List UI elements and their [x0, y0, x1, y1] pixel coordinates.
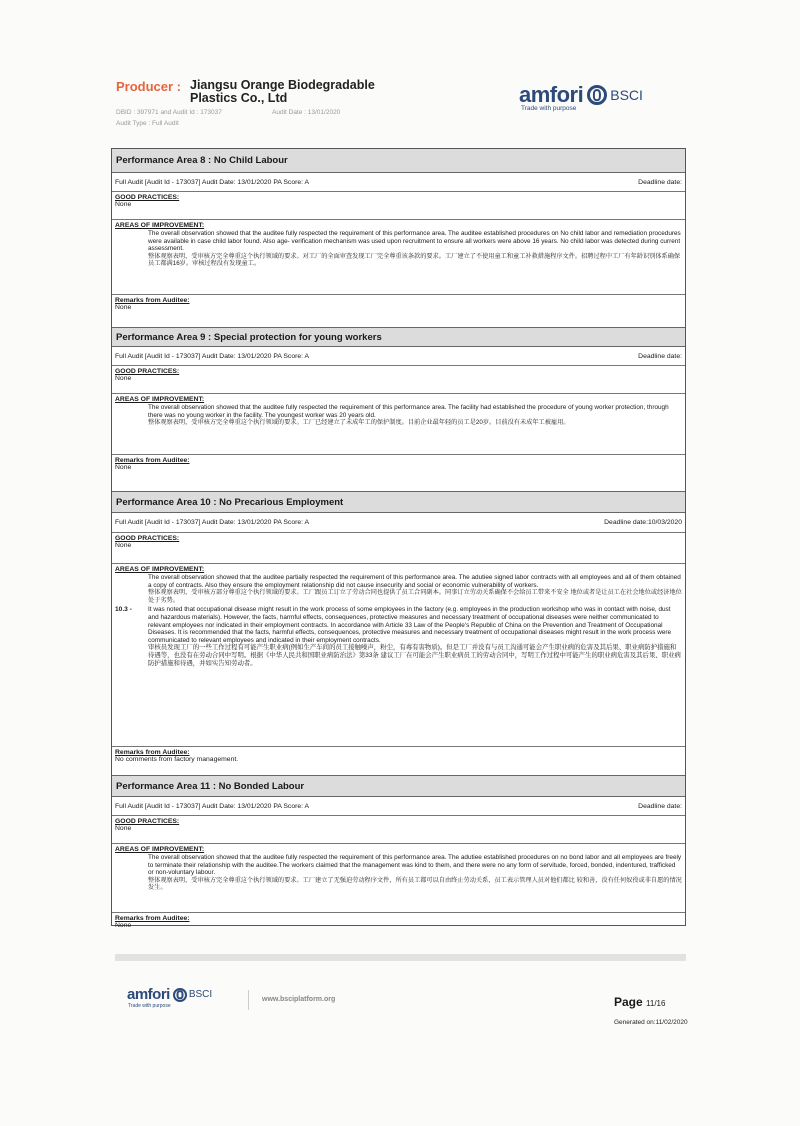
improvement-label: AREAS OF IMPROVEMENT: — [115, 396, 205, 403]
remarks-label: Remarks from Auditee: — [115, 297, 190, 304]
generated-date: 11/02/2020 — [655, 1019, 688, 1026]
remarks-value: None — [115, 464, 132, 471]
footer-vertical-divider — [248, 990, 249, 1010]
deadline-date: Deadline date: — [638, 803, 682, 810]
footer-logo-tagline: Trade with purpose — [128, 1003, 171, 1009]
good-practices-block — [112, 192, 685, 220]
improvement-block — [112, 220, 685, 295]
audit-info-row — [112, 347, 685, 366]
audit-info-row — [112, 173, 685, 192]
audit-info-row — [112, 513, 685, 533]
remarks-label: Remarks from Auditee: — [115, 915, 190, 922]
good-practices-value: None — [115, 542, 132, 549]
good-practices-block — [112, 533, 685, 564]
producer-label: Producer : — [116, 79, 182, 94]
report-table — [111, 148, 686, 929]
remarks-label: Remarks from Auditee: — [115, 457, 190, 464]
remarks-value: None — [115, 304, 132, 311]
logo-word: amfori — [519, 82, 584, 107]
logo-bsci: BSCI — [610, 87, 643, 103]
generated-label: Generated on: — [614, 1019, 656, 1026]
producer-name: Jiangsu Orange Biodegradable Plastics Co., Ltd — [190, 78, 375, 105]
improvement-text-en: The overall observation showed that the auditee fully respected the requirement of this performance area. The facility had established the procedure of young worker protection, through there was no young worker in the facility. The youngest worker was 20 years old. — [148, 404, 669, 419]
remarks-block — [112, 913, 685, 943]
deadline-date: Deadline date:10/03/2020 — [604, 519, 682, 526]
section-title: Performance Area 11 : No Bonded Labour — [112, 775, 685, 797]
audit-line: Full Audit [Audit Id - 173037] Audit Date: 13/01/2020 PA Score: A — [115, 803, 310, 810]
remarks-label: Remarks from Auditee: — [115, 749, 190, 756]
footer-divider-bar — [115, 954, 686, 961]
remarks-block — [112, 455, 685, 481]
page-indicator — [614, 995, 665, 1009]
audit-date: Audit Date : 13/01/2020 — [272, 109, 341, 116]
remarks-value: No comments from factory management. — [115, 756, 239, 763]
footer-logo-word: amfori — [127, 986, 170, 1003]
audit-info-row — [112, 797, 685, 816]
point-text-zh: 审核员发现工厂的一些工作过程有可能产生职业病(例如生产车间的员工接触噪声，粉尘，有毒有害物质)。但是工厂并没有与员工沟通可能会产生职业病的危害及其后果、职业病防护措施和待遇等，也没有在劳动合同中写明。根据《中华人民共和国职业病防治法》第33条 建议工厂在可能会产生职业病员工的劳动合同中，写明工作过程中可能产生的职业病危害及其后果、职业病防护措施和待遇，并如实告知劳动者。 — [148, 644, 681, 667]
good-practices-value: None — [115, 201, 132, 208]
section-pa11 — [112, 775, 685, 943]
deadline-date: Deadline date: — [638, 353, 682, 360]
footer-logo-ring-icon — [173, 988, 187, 1002]
section-pa9 — [112, 327, 685, 481]
remarks-value: None — [115, 922, 132, 929]
good-practices-value: None — [115, 375, 132, 382]
improvement-text-en: The overall observation showed that the auditee partially respected the requirement of this performance area. The adutiee signed labor contracts with all employees and all of them obtained a copy of contracts. Also they ensure the employment relationship did not cause insecurity and social or economic vulnerability of workers. — [148, 574, 681, 589]
footer-logo-bsci: BSCI — [188, 989, 213, 1000]
improvement-block — [112, 394, 685, 455]
footer-amfori-logo — [127, 986, 212, 1003]
good-practices-value: None — [115, 825, 132, 832]
point-text-en: It was noted that occupational disease might result in the work process of some employees in the factory (e.g. employees in the production workshop who was in contact with noise, dust and hazardous materials). However, the facts, harmful effects, consequences, protective measures and necessary treatment of occupational diseases were neither communicated to relevant employees nor indicated in their employment contracts. In accordance with Article 33 Law of the People's Republic of China on the Prevention and Treatment of Occupational Diseases. It is recommended that the facts, harmful effects, consequences, protective measures and necessary treatment of occupational diseases might result in the work process were communicated to relevant employees and indicated in their employment contracts. — [148, 606, 672, 644]
section-title: Performance Area 8 : No Child Labour — [112, 149, 685, 173]
generated-on — [614, 1019, 688, 1026]
good-practices-block — [112, 366, 685, 394]
good-practices-block — [112, 816, 685, 844]
improvement-text-zh: 整体观察表明，受审核方部分尊重这个执行领域的要求。工厂跟员工订立了劳动合同也提供了员工合同副本。同事订立劳动关系确保不会给员工带来不安全 地位或者是让员工在社会地位或经济地位处于劣势。 — [148, 589, 682, 604]
improvement-block — [112, 844, 685, 913]
improvement-text-zh: 整体观察表明，受审核方完全尊重这个执行领域的要求。工厂已经建立了未成年工的保护制度。目前企业最年轻的员工是20岁。目前没有未成年工被雇用。 — [148, 419, 570, 427]
audit-type: Audit Type : Full Audit — [116, 120, 179, 127]
page-label: Page — [614, 995, 643, 1009]
improvement-point — [115, 606, 682, 667]
remarks-block — [112, 295, 685, 323]
point-number: 10.3 - — [115, 606, 132, 614]
deadline-date: Deadline date: — [638, 179, 682, 186]
improvement-text-en: The overall observation showed that the auditee fully respected the requirement of this performance area. The adutiee established procedures on no bond labor and all employees are freely to terminate their relationship with the auditee.The workers claimed that the management was kind to them, and there were no any form of servitude, forced, bonded, indentured, trafficked or non-voluntary labour. — [148, 854, 682, 877]
good-practices-label: GOOD PRACTICES: — [115, 535, 180, 542]
good-practices-label: GOOD PRACTICES: — [115, 194, 180, 201]
section-pa8 — [112, 149, 685, 323]
improvement-text-zh: 整体观察表明，受审核方完全尊重这个执行领域的要求。工厂建立了无强迫劳动程序文件，所有员工都可以自由终止劳动关系，员工表示管理人员对他们都比 较和善，没有任何奴役或非自愿的情况发生。 — [148, 876, 682, 892]
platform-url[interactable]: www.bsciplatform.org — [262, 996, 336, 1003]
page-number: 11/16 — [646, 999, 666, 1008]
improvement-label: AREAS OF IMPROVEMENT: — [115, 846, 205, 853]
logo-ring-icon — [587, 85, 607, 105]
improvement-text-en: The overall observation showed that the auditee fully respected the requirement of this performance area. The auditee established procedures on No child labor and remediation procedures were available in case child labor found. Also age- verification mechanism was used upon recruitment to ensure all workers were above 16 years. No child labor was detected during current assessment. — [148, 230, 681, 253]
audit-line: Full Audit [Audit Id - 173037] Audit Date: 13/01/2020 PA Score: A — [115, 353, 310, 360]
improvement-label: AREAS OF IMPROVEMENT: — [115, 222, 205, 229]
logo-tagline: Trade with purpose — [521, 105, 577, 112]
audit-line: Full Audit [Audit Id - 173037] Audit Date: 13/01/2020 PA Score: A — [115, 519, 310, 526]
section-title: Performance Area 10 : No Precarious Employment — [112, 491, 685, 513]
section-pa10 — [112, 491, 685, 775]
good-practices-label: GOOD PRACTICES: — [115, 368, 180, 375]
remarks-block — [112, 747, 685, 775]
section-title: Performance Area 9 : Special protection for young workers — [112, 327, 685, 347]
improvement-text-zh: 整体观察表明，受审核方完全尊重这个执行领域的要求。对工厂的全面审查发现工厂完全尊重该条款的要求。工厂建立了不使用童工和童工补救措施程序文件。招聘过程中工厂有年龄识别体系确保员工都满16岁。审核过程没有发现童工。 — [148, 252, 681, 268]
improvement-label: AREAS OF IMPROVEMENT: — [115, 566, 205, 573]
audit-line: Full Audit [Audit Id - 173037] Audit Date: 13/01/2020 PA Score: A — [115, 179, 310, 186]
improvement-block — [112, 564, 685, 747]
dbid-audit-id: DBID : 397971 and Audit Id : 173037 — [116, 109, 222, 116]
good-practices-label: GOOD PRACTICES: — [115, 818, 180, 825]
